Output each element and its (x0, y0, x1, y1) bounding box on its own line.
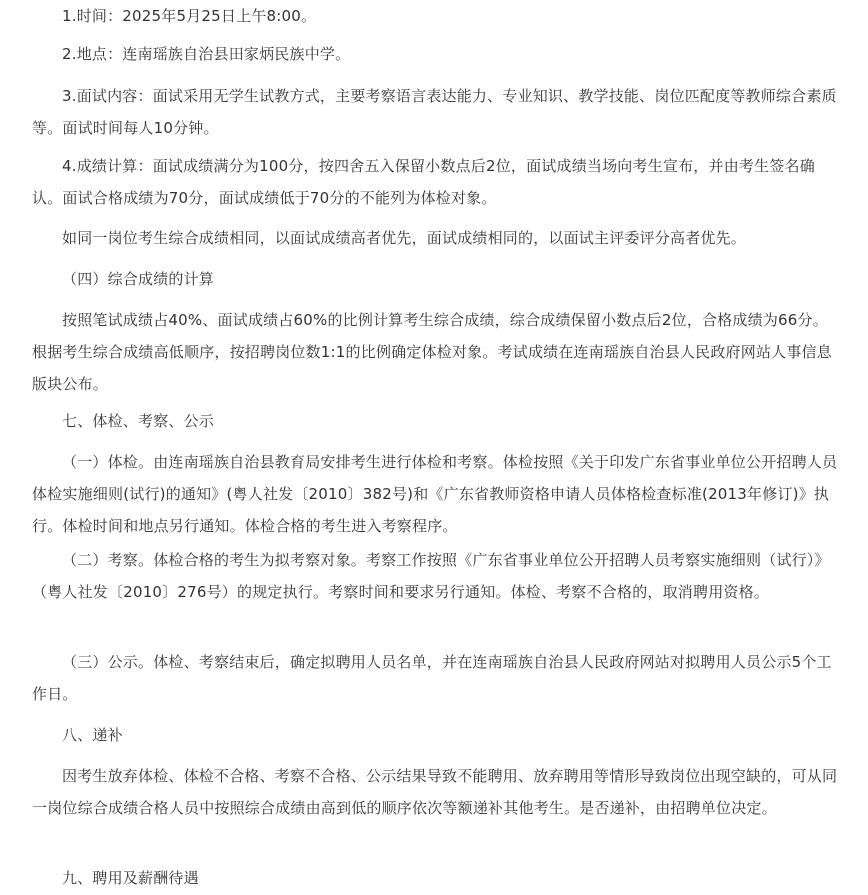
paragraph-score-calculation: 4.成绩计算：面试成绩满分为100分，按四舍五入保留小数点后2位，面试成绩当场向考生宣布，并由考生签名确认。面试合格成绩为70分，面试成绩低于70分的不能列为体检对象。 (32, 157, 815, 207)
heading-section-nine: 九、聘用及薪酬待遇 (62, 869, 199, 887)
heading-section-seven: 七、体检、考察、公示 (62, 412, 215, 430)
paragraph-replacement: 因考生放弃体检、体检不合格、考察不合格、公示结果导致不能聘用、放弃聘用等情形导致岗位出现空缺的，可从同一岗位综合成绩合格人员中按照综合成绩由高到低的顺序依次等额递补其他考生。是否递补，由招聘单位决定。 (32, 767, 838, 817)
heading-section-eight: 八、递补 (62, 726, 123, 744)
paragraph-publicity: （三）公示。体检、考察结束后，确定拟聘用人员名单，并在连南瑶族自治县人民政府网站对拟聘用人员公示5个工作日。 (32, 653, 832, 703)
paragraph-tie-rule: 如同一岗位考生综合成绩相同，以面试成绩高者优先，面试成绩相同的，以面试主评委评分高者优先。 (62, 229, 747, 247)
paragraph-interview-content: 3.面试内容：面试采用无学生试教方式，主要考察语言表达能力、专业知识、教学技能、岗位匹配度等教师综合素质等。面试时间每人10分钟。 (32, 87, 837, 137)
heading-composite-score: （四）综合成绩的计算 (62, 270, 215, 288)
paragraph-interview-time: 1.时间：2025年5月25日上午8:00。 (62, 7, 317, 25)
paragraph-composite-score: 按照笔试成绩占40%、面试成绩占60%的比例计算考生综合成绩，综合成绩保留小数点后2位，合格成绩为66分。根据考生综合成绩高低顺序，按招聘岗位数1:1的比例确定体检对象。考试成绩在连南瑶族自治县人民政府网站人事信息版块公布。 (32, 311, 832, 393)
paragraph-inspection: （二）考察。体检合格的考生为拟考察对象。考察工作按照《广东省事业单位公开招聘人员考察实施细则（试行）》（粤人社发〔2010〕276号）的规定执行。考察时间和要求另行通知。体检、考察不合格的，取消聘用资格。 (32, 551, 830, 601)
paragraph-interview-location: 2.地点：连南瑶族自治县田家炳民族中学。 (62, 45, 351, 63)
paragraph-physical-exam: （一）体检。由连南瑶族自治县教育局安排考生进行体检和考察。体检按照《关于印发广东省事业单位公开招聘人员体检实施细则(试行)的通知》(粤人社发〔2010〕382号)和《广东省教师资格申请人员体格检查标准(2013年修订)》执行。体检时间和地点另行通知。体检合格的考生进入考察程序。 (32, 453, 838, 535)
